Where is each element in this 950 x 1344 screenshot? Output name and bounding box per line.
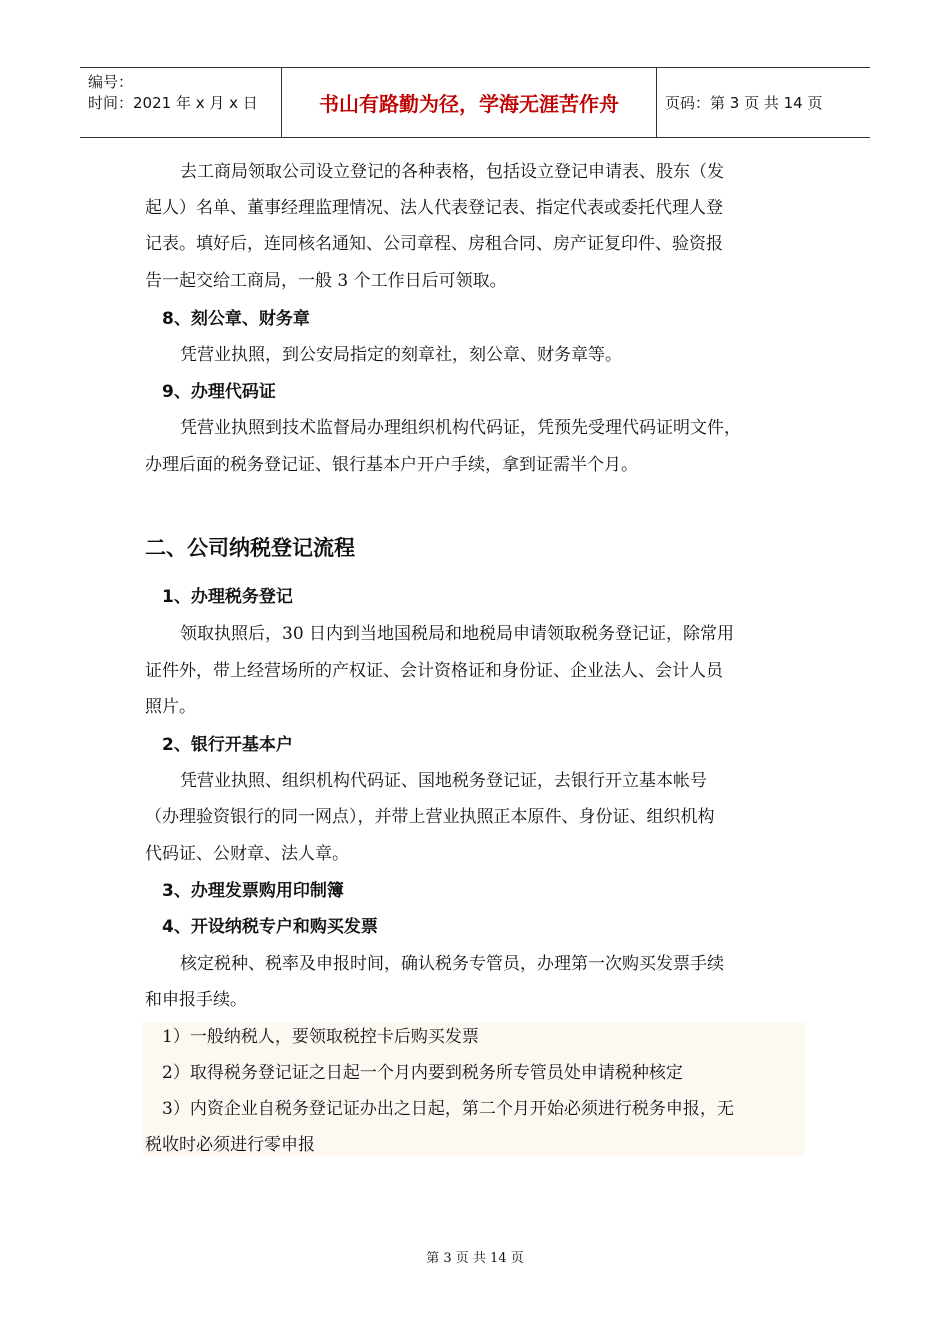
step-3-heading: 3、办理发票购用印制簿: [162, 881, 344, 901]
paragraph-line: 和申报手续。: [145, 990, 247, 1010]
note-item: 1）一般纳税人，要领取税控卡后购买发票: [162, 1027, 479, 1047]
step-1-heading: 1、办理税务登记: [162, 587, 293, 607]
header-motto: 书山有路勤为径，学海无涯苦作舟: [282, 68, 657, 137]
note-item: 2）取得税务登记证之日起一个月内要到税务所专管员处申请税种核定: [162, 1063, 683, 1083]
paragraph-line: 领取执照后，30 日内到当地国税局和地税局申请领取税务登记证，除常用: [180, 624, 735, 644]
paragraph-line: 办理后面的税务登记证、银行基本户开户手续，拿到证需半个月。: [145, 455, 638, 475]
paragraph-line: 起人）名单、董事经理监理情况、法人代表登记表、指定代表或委托代理人登: [145, 198, 723, 218]
number-label: 编号：: [88, 73, 134, 91]
heading-9: 9、办理代码证: [162, 382, 276, 402]
note-item: 3）内资企业自税务登记证办出之日起，第二个月开始必须进行税务申报，无: [162, 1099, 734, 1119]
paragraph-line: （办理验资银行的同一网点），并带上营业执照正本原件、身份证、组织机构: [145, 807, 715, 827]
heading-8: 8、刻公章、财务章: [162, 309, 310, 329]
note-item: 税收时必须进行零申报: [145, 1135, 315, 1155]
step-2-heading: 2、银行开基本户: [162, 735, 293, 755]
paragraph-line: 去工商局领取公司设立登记的各种表格，包括设立登记申请表、股东（发: [180, 162, 724, 182]
paragraph-line: 核定税种、税率及申报时间，确认税务专管员，办理第一次购买发票手续: [180, 954, 724, 974]
time-label: 时间：2021 年 x 月 x 日: [88, 94, 258, 112]
paragraph-line: 凭营业执照、组织机构代码证、国地税务登记证，去银行开立基本帐号: [180, 771, 707, 791]
header-page-info: 页码：第 3 页 共 14 页: [665, 94, 823, 112]
paragraph-line: 照片。: [145, 697, 196, 717]
paragraph-line: 证件外，带上经营场所的产权证、会计资格证和身份证、企业法人、会计人员: [145, 661, 723, 681]
header-left-cell: [80, 68, 282, 137]
paragraph-line: 记表。填好后，连同核名通知、公司章程、房租合同、房产证复印件、验资报: [145, 234, 723, 254]
page-footer: 第 3 页 共 14 页: [426, 1251, 524, 1266]
header-table: [80, 67, 870, 138]
paragraph-line: 凭营业执照到技术监督局办理组织机构代码证，凭预先受理代码证明文件，: [180, 418, 741, 438]
paragraph-line: 告一起交给工商局，一般 3 个工作日后可领取。: [145, 271, 507, 291]
paragraph-line: 凭营业执照，到公安局指定的刻章社，刻公章、财务章等。: [180, 345, 622, 365]
step-4-heading: 4、开设纳税专户和购买发票: [162, 917, 378, 937]
paragraph-line: 代码证、公财章、法人章。: [145, 844, 349, 864]
section-title: 二、公司纳税登记流程: [145, 536, 355, 560]
